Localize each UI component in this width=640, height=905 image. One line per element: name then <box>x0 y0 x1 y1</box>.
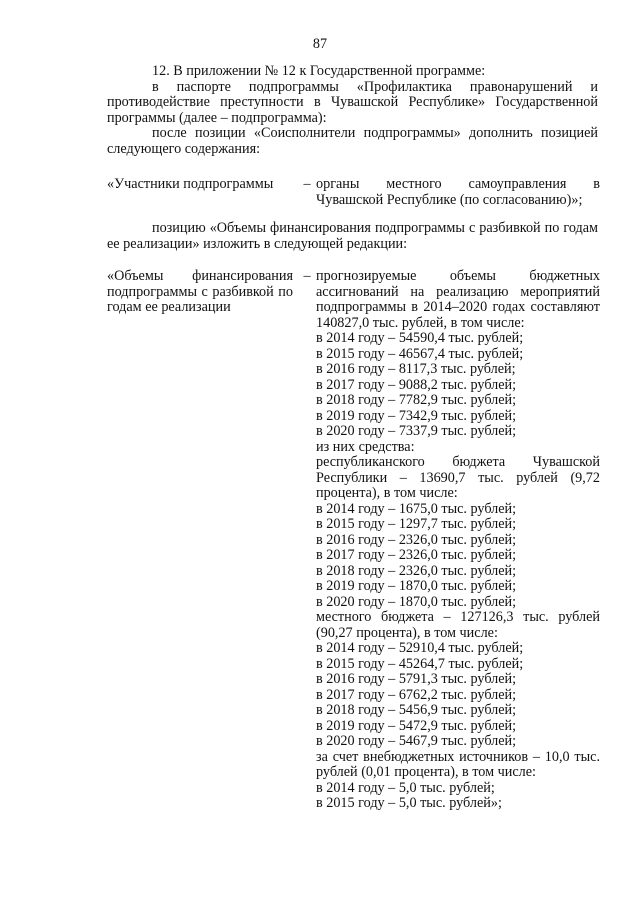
funding-paragraph: позицию «Объемы финансирования подпрограммы с разбивкой по годам ее реализации» изложить в следующей редакции: <box>107 220 598 252</box>
intro-block <box>107 64 598 157</box>
participants-label: «Участники подпрограммы <box>107 176 274 192</box>
list-item: в 2014 году – 54590,4 тыс. рублей; <box>316 330 524 346</box>
list-item: в 2016 году – 5791,3 тыс. рублей; <box>316 671 517 687</box>
item-heading: 12. В приложении № 12 к Государственной программе: <box>152 63 486 79</box>
list-item: в 2015 году – 46567,4 тыс. рублей; <box>316 345 524 362</box>
page-number: 87 <box>312 36 328 52</box>
list-item: в 2019 году – 1870,0 тыс. рублей; <box>316 578 517 594</box>
list-item: в 2017 году – 2326,0 тыс. рублей; <box>316 547 517 563</box>
after-position-paragraph: после позиции «Соисполнители подпрограммы» дополнить позицией следующего содержания: <box>107 125 598 157</box>
list-item: в 2015 году – 1297,7 тыс. рублей; <box>316 516 517 532</box>
funding-value <box>316 269 600 812</box>
list-item: в 2018 году – 2326,0 тыс. рублей; <box>316 562 517 579</box>
list-item: в 2018 году – 7782,9 тыс. рублей; <box>316 392 517 408</box>
funding-dash: – <box>303 268 311 284</box>
list-item: в 2014 году – 5,0 тыс. рублей; <box>316 779 495 796</box>
list-item: в 2014 году – 52910,4 тыс. рублей; <box>316 640 524 656</box>
list-item: в 2017 году – 9088,2 тыс. рублей; <box>316 376 517 393</box>
list-item: в 2015 году – 45264,7 тыс. рублей; <box>316 655 524 672</box>
list-item: в 2016 году – 2326,0 тыс. рублей; <box>316 531 517 548</box>
list-item: в 2014 году – 1675,0 тыс. рублей; <box>316 500 517 517</box>
list-item: в 2019 году – 7342,9 тыс. рублей; <box>316 407 517 424</box>
list-item: в 2020 году – 1870,0 тыс. рублей; <box>316 593 517 610</box>
funding-label: «Объемы финансирования подпрограммы с разбивкой по годам ее реализации <box>107 268 293 315</box>
list-item: в 2020 году – 5467,9 тыс. рублей; <box>316 733 517 749</box>
participants-dash: – <box>303 176 311 192</box>
list-item: в 2019 году – 5472,9 тыс. рублей; <box>316 717 517 734</box>
list-item: в 2017 году – 6762,2 тыс. рублей; <box>316 686 517 703</box>
list-item: в 2020 году – 7337,9 тыс. рублей; <box>316 423 517 439</box>
funding-intro: прогнозируемые объемы бюджетных ассигнований на реализацию мероприятий подпрограммы в 2014–2020 годах составляют 140827,0 тыс. рублей, в том числе: <box>316 268 600 331</box>
list-item: в 2018 году – 5456,9 тыс. рублей; <box>316 702 517 718</box>
extrabudgetary-text: за счет внебюджетных источников – 10,0 тыс. рублей (0,01 процента), в том числе: <box>316 748 600 780</box>
republic-budget-text: республиканского бюджета Чувашской Республики – 13690,7 тыс. рублей (9,72 процента), в том числе: <box>316 454 600 501</box>
list-item: в 2015 году – 5,0 тыс. рублей»; <box>316 795 502 811</box>
participants-value: органы местного самоуправления в Чувашской Республике (по согласованию)»; <box>316 176 600 208</box>
passport-paragraph: в паспорте подпрограммы «Профилактика правонарушений и противодействие преступности в Чувашской Республике» Государственной программы (далее – подпрограмма): <box>107 78 598 126</box>
local-budget-text: местного бюджета – 127126,3 тыс. рублей (90,27 процента), в том числе: <box>316 609 600 641</box>
of-which-label: из них средства: <box>316 438 415 455</box>
list-item: в 2016 году – 8117,3 тыс. рублей; <box>316 361 516 377</box>
